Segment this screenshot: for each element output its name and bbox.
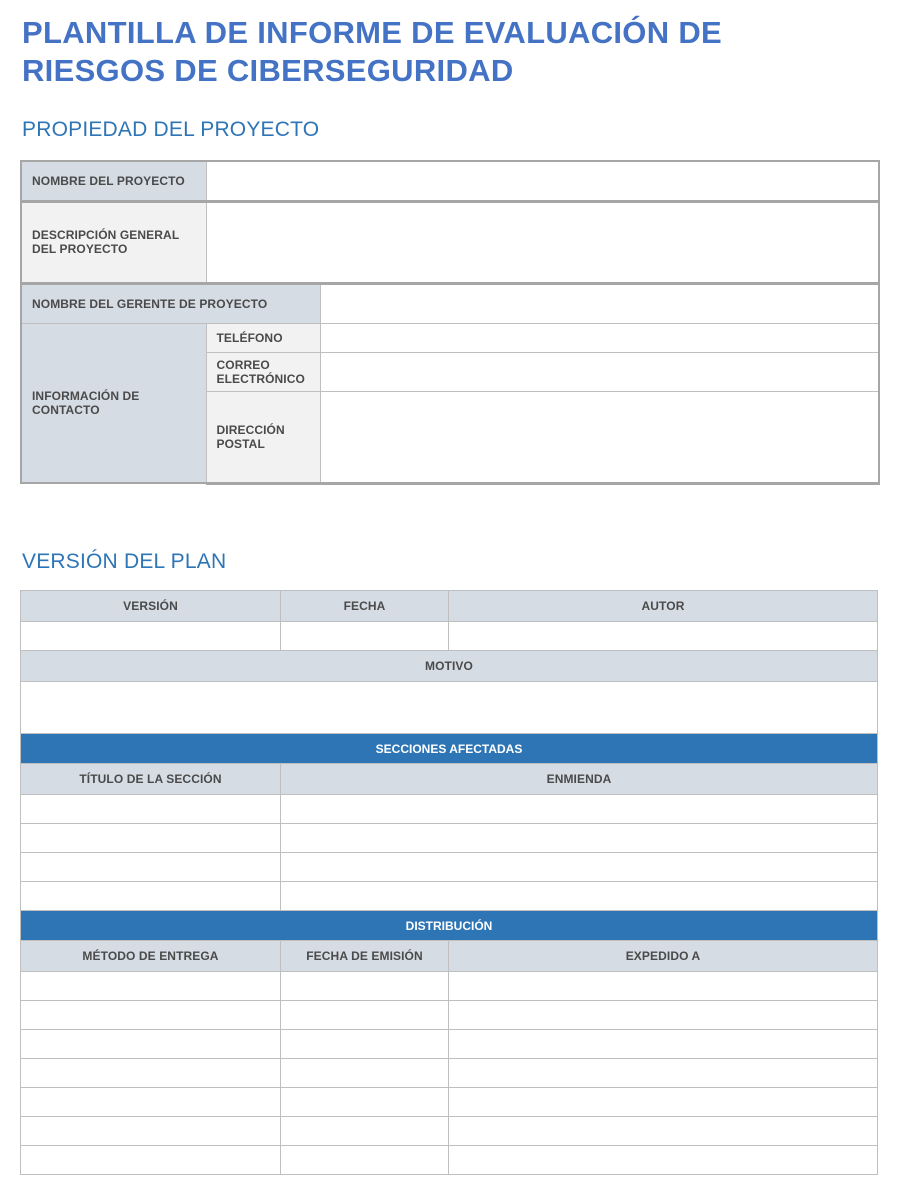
table-row [21,853,878,882]
issue-date-field[interactable] [281,1146,449,1175]
table-row [21,795,878,824]
col-header-date: FECHA [281,591,449,622]
table-row [21,1117,878,1146]
issued-to-field[interactable] [449,1088,878,1117]
table-row [21,824,878,853]
project-description-field[interactable] [206,201,879,283]
delivery-method-field[interactable] [21,1117,281,1146]
reason-field[interactable] [21,682,878,734]
author-field[interactable] [449,622,878,651]
table-row [21,1088,878,1117]
plan-version-table [20,590,878,1175]
section-title-field[interactable] [21,882,281,911]
issue-date-field[interactable] [281,972,449,1001]
plan-version-heading: VERSIÓN DEL PLAN [22,550,227,573]
col-header-delivery-method: MÉTODO DE ENTREGA [21,941,281,972]
delivery-method-field[interactable] [21,1088,281,1117]
issued-to-field[interactable] [449,1001,878,1030]
issued-to-field[interactable] [449,1146,878,1175]
table-row [21,882,878,911]
phone-label: TELÉFONO [206,323,320,352]
col-header-author: AUTOR [449,591,878,622]
contact-info-label: INFORMACIÓN DE CONTACTO [21,323,206,483]
affected-sections-bar: SECCIONES AFECTADAS [21,734,878,764]
delivery-method-field[interactable] [21,972,281,1001]
project-property-heading: PROPIEDAD DEL PROYECTO [22,118,320,141]
amendment-field[interactable] [281,824,878,853]
section-title-field[interactable] [21,824,281,853]
distribution-bar: DISTRIBUCIÓN [21,911,878,941]
phone-field[interactable] [320,323,879,352]
issue-date-field[interactable] [281,1030,449,1059]
email-label: CORREO ELECTRÓNICO [206,352,320,391]
issue-date-field[interactable] [281,1117,449,1146]
project-manager-field[interactable] [320,283,879,323]
issued-to-field[interactable] [449,972,878,1001]
delivery-method-field[interactable] [21,1001,281,1030]
date-field[interactable] [281,622,449,651]
issued-to-field[interactable] [449,1117,878,1146]
issued-to-field[interactable] [449,1030,878,1059]
table-row [21,1146,878,1175]
title-line-1: PLANTILLA DE INFORME DE EVALUACIÓN DE [22,15,722,50]
project-name-label: NOMBRE DEL PROYECTO [21,161,206,201]
amendment-field[interactable] [281,882,878,911]
table-row [21,1001,878,1030]
project-property-table [20,160,880,485]
postal-address-label: DIRECCIÓN POSTAL [206,391,320,483]
table-row [21,1059,878,1088]
delivery-method-field[interactable] [21,1030,281,1059]
issue-date-field[interactable] [281,1001,449,1030]
issue-date-field[interactable] [281,1088,449,1117]
project-name-field[interactable] [206,161,879,201]
issue-date-field[interactable] [281,1059,449,1088]
section-title-field[interactable] [21,853,281,882]
table-row [21,1030,878,1059]
postal-address-field[interactable] [320,391,879,483]
col-header-issued-to: EXPEDIDO A [449,941,878,972]
title-line-2: RIESGOS DE CIBERSEGURIDAD [22,53,514,88]
amendment-field[interactable] [281,853,878,882]
issued-to-field[interactable] [449,1059,878,1088]
delivery-method-field[interactable] [21,1146,281,1175]
version-field[interactable] [21,622,281,651]
project-description-label: DESCRIPCIÓN GENERAL DEL PROYECTO [21,201,206,283]
section-title-field[interactable] [21,795,281,824]
col-header-issue-date: FECHA DE EMISIÓN [281,941,449,972]
project-manager-label: NOMBRE DEL GERENTE DE PROYECTO [21,283,320,323]
amendment-field[interactable] [281,795,878,824]
email-field[interactable] [320,352,879,391]
delivery-method-field[interactable] [21,1059,281,1088]
reason-header: MOTIVO [21,651,878,682]
table-row [21,972,878,1001]
col-header-amendment: ENMIENDA [281,764,878,795]
col-header-version: VERSIÓN [21,591,281,622]
document-title [22,14,722,90]
col-header-section-title: TÍTULO DE LA SECCIÓN [21,764,281,795]
